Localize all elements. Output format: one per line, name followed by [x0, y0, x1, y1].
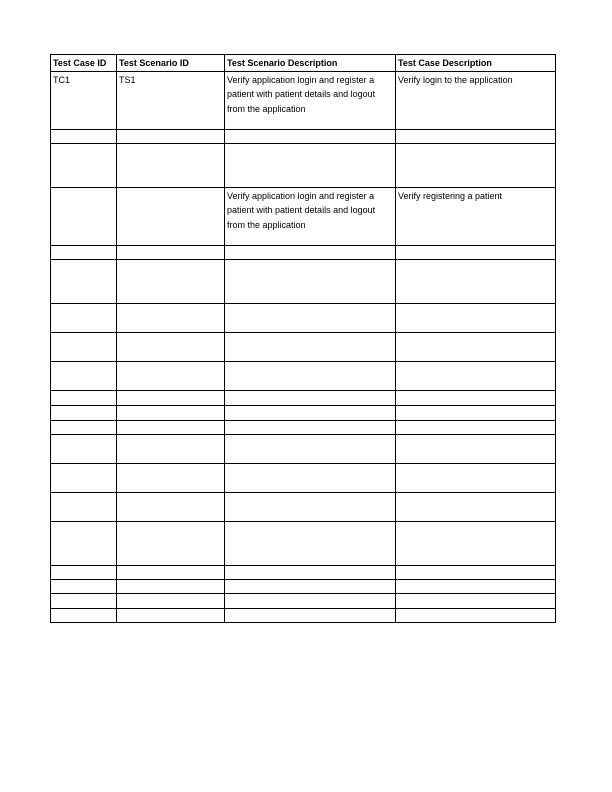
- cell-test-case-description: [396, 521, 556, 565]
- cell-test-scenario-id: [117, 129, 225, 143]
- cell-test-case-description: [396, 420, 556, 434]
- cell-test-scenario-id: [117, 405, 225, 420]
- header-row: [51, 55, 556, 72]
- cell-test-case-id: [51, 579, 117, 593]
- cell-test-scenario-id: [117, 521, 225, 565]
- cell-test-scenario-id: [117, 463, 225, 492]
- cell-test-case-id: [51, 245, 117, 259]
- cell-test-case-description: [396, 361, 556, 390]
- cell-test-case-id: [51, 129, 117, 143]
- cell-test-case-description: [396, 143, 556, 187]
- cell-test-scenario-description: [225, 405, 396, 420]
- table-row: [51, 405, 556, 420]
- cell-test-scenario-description: [225, 492, 396, 521]
- table-row: [51, 390, 556, 405]
- cell-test-scenario-id: [117, 332, 225, 361]
- cell-test-scenario-id: [117, 434, 225, 463]
- cell-test-case-id: [51, 332, 117, 361]
- cell-test-scenario-description: [225, 593, 396, 608]
- cell-test-case-description: [396, 579, 556, 593]
- header-test-scenario-id: Test Scenario ID: [117, 55, 225, 72]
- cell-test-case-id: [51, 420, 117, 434]
- cell-test-scenario-id: [117, 259, 225, 303]
- cell-test-case-description: [396, 434, 556, 463]
- cell-test-scenario-description: [225, 361, 396, 390]
- cell-test-scenario-description: [225, 579, 396, 593]
- cell-test-scenario-description: [225, 332, 396, 361]
- table-row: [51, 259, 556, 303]
- cell-test-case-id: [51, 143, 117, 187]
- cell-test-scenario-id: [117, 608, 225, 622]
- cell-test-case-id: [51, 361, 117, 390]
- cell-test-scenario-description: [225, 390, 396, 405]
- test-case-table: [50, 54, 556, 623]
- cell-test-scenario-id: [117, 565, 225, 579]
- table-row: [51, 608, 556, 622]
- table-row: [51, 361, 556, 390]
- cell-test-scenario-description: [225, 420, 396, 434]
- cell-test-case-id: TC1: [51, 71, 117, 129]
- table-row: [51, 434, 556, 463]
- cell-test-scenario-id: [117, 390, 225, 405]
- cell-test-case-id: [51, 593, 117, 608]
- table-row: [51, 143, 556, 187]
- cell-test-case-description: [396, 303, 556, 332]
- cell-test-scenario-description: [225, 434, 396, 463]
- cell-test-case-id: [51, 463, 117, 492]
- cell-test-case-description: [396, 463, 556, 492]
- table-row: [51, 463, 556, 492]
- header-test-case-id: Test Case ID: [51, 55, 117, 72]
- table-body: [51, 71, 556, 622]
- cell-test-case-description: Verify registering a patient: [396, 187, 556, 245]
- cell-test-case-id: [51, 608, 117, 622]
- table-row: [51, 593, 556, 608]
- cell-test-scenario-id: TS1: [117, 71, 225, 129]
- header-test-scenario-description: Test Scenario Description: [225, 55, 396, 72]
- cell-test-scenario-description: [225, 463, 396, 492]
- table-row: [51, 579, 556, 593]
- cell-test-case-id: [51, 565, 117, 579]
- table-row: [51, 303, 556, 332]
- table-row: [51, 420, 556, 434]
- table-row: [51, 332, 556, 361]
- cell-test-case-id: [51, 521, 117, 565]
- table-row: [51, 565, 556, 579]
- cell-test-case-id: [51, 405, 117, 420]
- cell-test-case-id: [51, 259, 117, 303]
- cell-test-case-description: [396, 259, 556, 303]
- cell-test-scenario-id: [117, 361, 225, 390]
- table-row: [51, 492, 556, 521]
- cell-test-case-id: [51, 434, 117, 463]
- cell-test-scenario-description: [225, 565, 396, 579]
- cell-test-case-description: [396, 565, 556, 579]
- cell-test-case-description: Verify login to the application: [396, 71, 556, 129]
- table-row: [51, 521, 556, 565]
- cell-test-scenario-description: [225, 303, 396, 332]
- cell-test-case-id: [51, 303, 117, 332]
- cell-test-scenario-description: [225, 143, 396, 187]
- cell-test-scenario-description: Verify application login and register a patient with patient details and logout from the application: [225, 187, 396, 245]
- header-test-case-description: Test Case Description: [396, 55, 556, 72]
- cell-test-scenario-id: [117, 579, 225, 593]
- cell-test-case-description: [396, 129, 556, 143]
- table-row: [51, 187, 556, 245]
- cell-test-case-description: [396, 405, 556, 420]
- cell-test-scenario-description: [225, 608, 396, 622]
- table-row: [51, 71, 556, 129]
- cell-test-case-description: [396, 245, 556, 259]
- cell-test-scenario-description: Verify application login and register a patient with patient details and logout from the application: [225, 71, 396, 129]
- cell-test-scenario-id: [117, 492, 225, 521]
- cell-test-scenario-id: [117, 593, 225, 608]
- cell-test-scenario-description: [225, 521, 396, 565]
- cell-test-scenario-description: [225, 129, 396, 143]
- cell-test-case-description: [396, 593, 556, 608]
- cell-test-case-description: [396, 492, 556, 521]
- cell-test-scenario-id: [117, 303, 225, 332]
- cell-test-case-id: [51, 492, 117, 521]
- table-row: [51, 129, 556, 143]
- table-row: [51, 245, 556, 259]
- cell-test-scenario-description: [225, 259, 396, 303]
- cell-test-scenario-description: [225, 245, 396, 259]
- cell-test-case-description: [396, 332, 556, 361]
- cell-test-case-description: [396, 608, 556, 622]
- cell-test-scenario-id: [117, 245, 225, 259]
- cell-test-scenario-id: [117, 187, 225, 245]
- cell-test-case-description: [396, 390, 556, 405]
- cell-test-case-id: [51, 187, 117, 245]
- cell-test-case-id: [51, 390, 117, 405]
- cell-test-scenario-id: [117, 420, 225, 434]
- cell-test-scenario-id: [117, 143, 225, 187]
